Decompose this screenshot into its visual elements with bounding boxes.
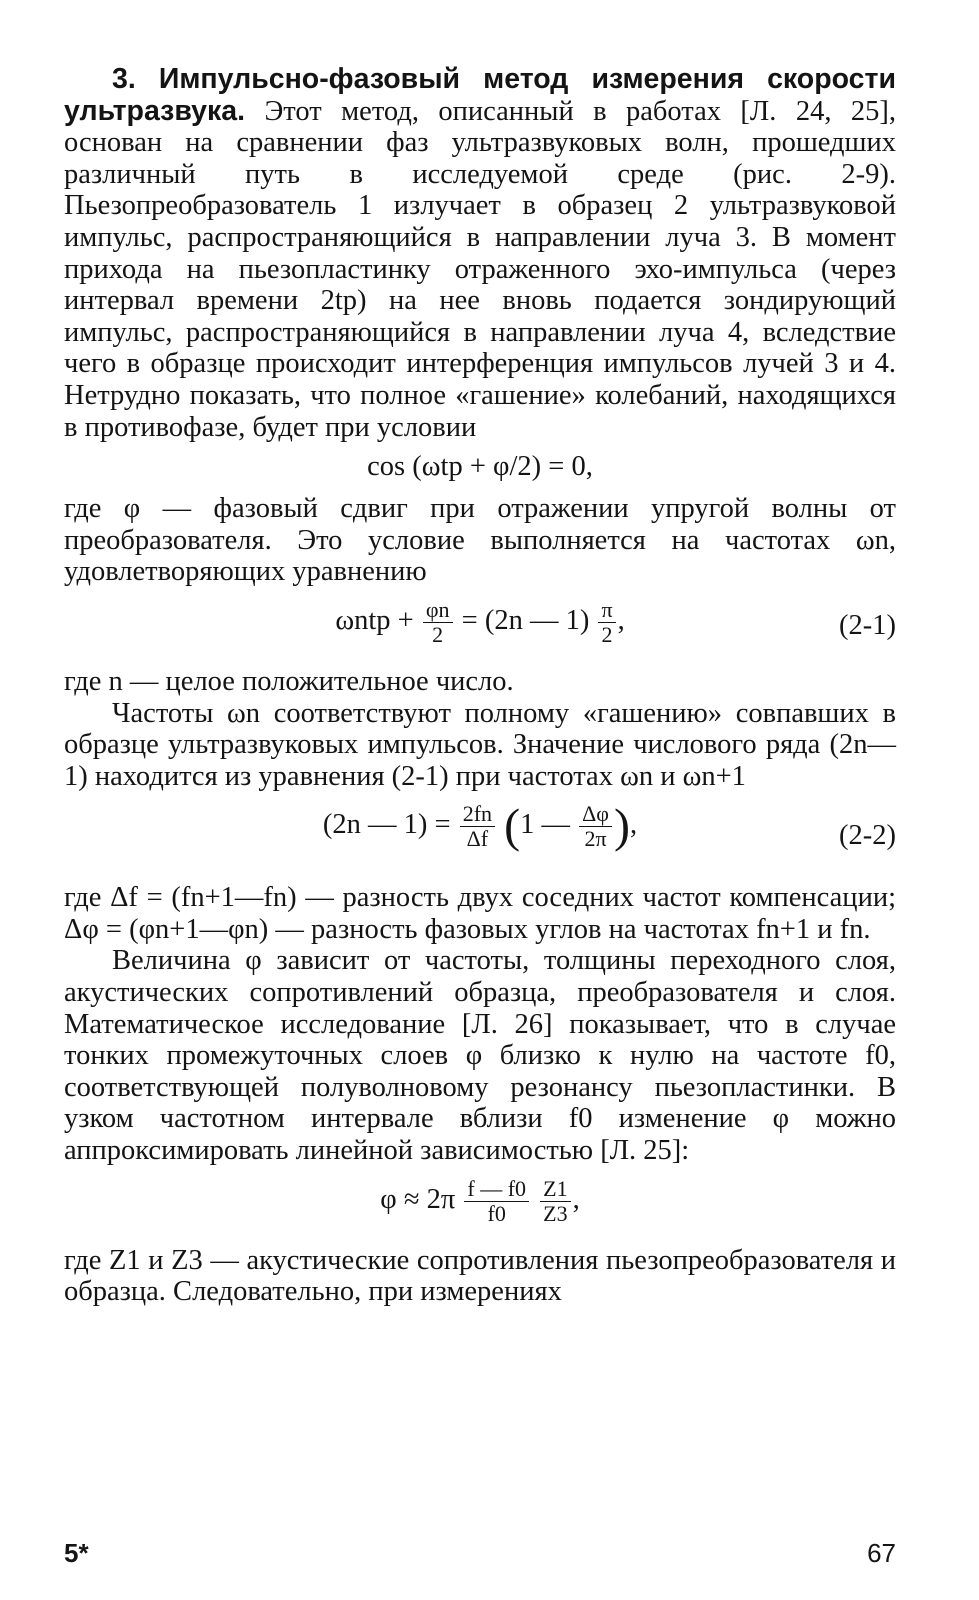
eq2-left: (2n — 1) =	[322, 809, 451, 841]
eq2-end: ,	[629, 809, 638, 841]
body-text	[64, 64, 896, 1308]
page-number: 67	[867, 1538, 896, 1568]
equation-phi	[64, 1169, 896, 1243]
equation-2-2	[64, 794, 896, 880]
eq3-fraction-z	[540, 1177, 570, 1226]
eq1-frac1-numerator: φn	[423, 598, 453, 623]
eq1-frac2-numerator: π	[598, 598, 615, 623]
eq2-frac2-denominator: 2π	[584, 826, 607, 852]
signature-mark: 5*	[64, 1538, 89, 1568]
equation-2-1-number: (2-1)	[839, 609, 896, 641]
eq3-end: ,	[572, 1183, 580, 1215]
eq1-frac2-denominator: 2	[601, 621, 613, 647]
paragraph-6: Величина φ зависит от частоты, толщины переходного слоя, акустических сопротивлений образца, преобразователя и слоя. Математическое исследование [Л. 26] показывает, что в случае тонких промежуточных слоев φ близко к нулю на частоте f0, соответствующей полуволновому резонансу пьезопластинки. В узком частотном интервале вблизи f0 изменение φ можно аппроксимировать линейной зависимостью [Л. 25]:	[64, 945, 896, 1167]
eq2-paren-open: (	[504, 799, 521, 853]
equation-cos-body: cos (ωtр + φ/2) = 0,	[367, 451, 593, 483]
equation-2-2-number: (2-2)	[839, 820, 896, 852]
equation-cos	[64, 445, 896, 491]
eq1-end: ,	[617, 604, 625, 636]
section-heading: 3. Импульсно-фазовый метод измерения скорости ультразвука.	[64, 63, 896, 127]
eq1-frac1-denominator: 2	[432, 621, 444, 647]
eq3-frac2-denominator: Z3	[543, 1200, 568, 1226]
eq1-left: ωntр +	[335, 604, 414, 636]
eq3-frac1-denominator: f0	[487, 1200, 506, 1226]
paragraph-4: Частоты ωn соответствуют полному «гашению» совпавших в образце ультразвуковых импульсов. Значение числового ряда (2n—1) находится из уравнения (2-1) при частотах ωn и ωn+1	[64, 697, 896, 792]
eq2-frac2-numerator: Δφ	[579, 802, 612, 827]
paragraph-7: где Z1 и Z3 — акустические сопротивления пьезопреобразователя и образца. Следовательно, при измерениях	[64, 1244, 896, 1308]
eq2-fraction-phi	[579, 802, 612, 851]
paragraph-1	[64, 64, 896, 443]
paragraph-3: где n — целое положительное число.	[64, 665, 514, 697]
eq3-frac1-numerator: f — f0	[464, 1177, 529, 1202]
eq1-fraction-pi	[598, 598, 615, 647]
paragraph-2: где φ — фазовый сдвиг при отражении упругой волны от преобразователя. Это условие выполняется на частотах ωn, удовлетворяющих уравнению	[64, 493, 896, 588]
eq1-middle: = (2n — 1)	[461, 604, 590, 636]
equation-phi-body	[64, 1177, 896, 1226]
eq2-fraction-f	[460, 802, 495, 851]
paragraph-1-text: Этот метод, описанный в работах [Л. 24, 25], основан на сравнении фаз ультразвуковых волн, прошедших различный путь в исследуемой среде (рис. 2-9). Пьезопреобразователь 1 излучает в образец 2 ультразвуковой импульс, распространяющийся в направлении луча 3. В момент прихода на пьезопластинку отраженного эхо-импульса (через интервал времени 2tр) на нее вновь подается зондирующий импульс, распространяющийся в направлении луча 4, вследствие чего в образце происходит интерференция импульсов лучей 3 и 4. Нетрудно показать, что полное «гашение» колебаний, находящихся в противофазе, будет при условии	[64, 95, 896, 443]
eq3-left: φ ≈ 2π	[380, 1183, 456, 1215]
eq3-fraction-f	[464, 1177, 529, 1226]
eq2-inner: 1 —	[520, 809, 571, 841]
eq1-fraction-phi	[423, 598, 453, 647]
equation-2-1	[64, 590, 896, 664]
eq2-frac1-denominator: Δf	[466, 826, 489, 852]
equation-2-2-body	[64, 799, 896, 853]
eq2-frac1-numerator: 2fn	[460, 802, 495, 827]
paragraph-5: где Δf = (fn+1—fn) — разность двух соседних частот компенсации; Δφ = (φn+1—φn) — разность фазовых углов на частотах fn+1 и fn.	[64, 882, 896, 945]
eq2-paren-close: )	[614, 799, 630, 853]
equation-2-1-body	[64, 598, 896, 647]
eq3-frac2-numerator: Z1	[540, 1177, 570, 1202]
